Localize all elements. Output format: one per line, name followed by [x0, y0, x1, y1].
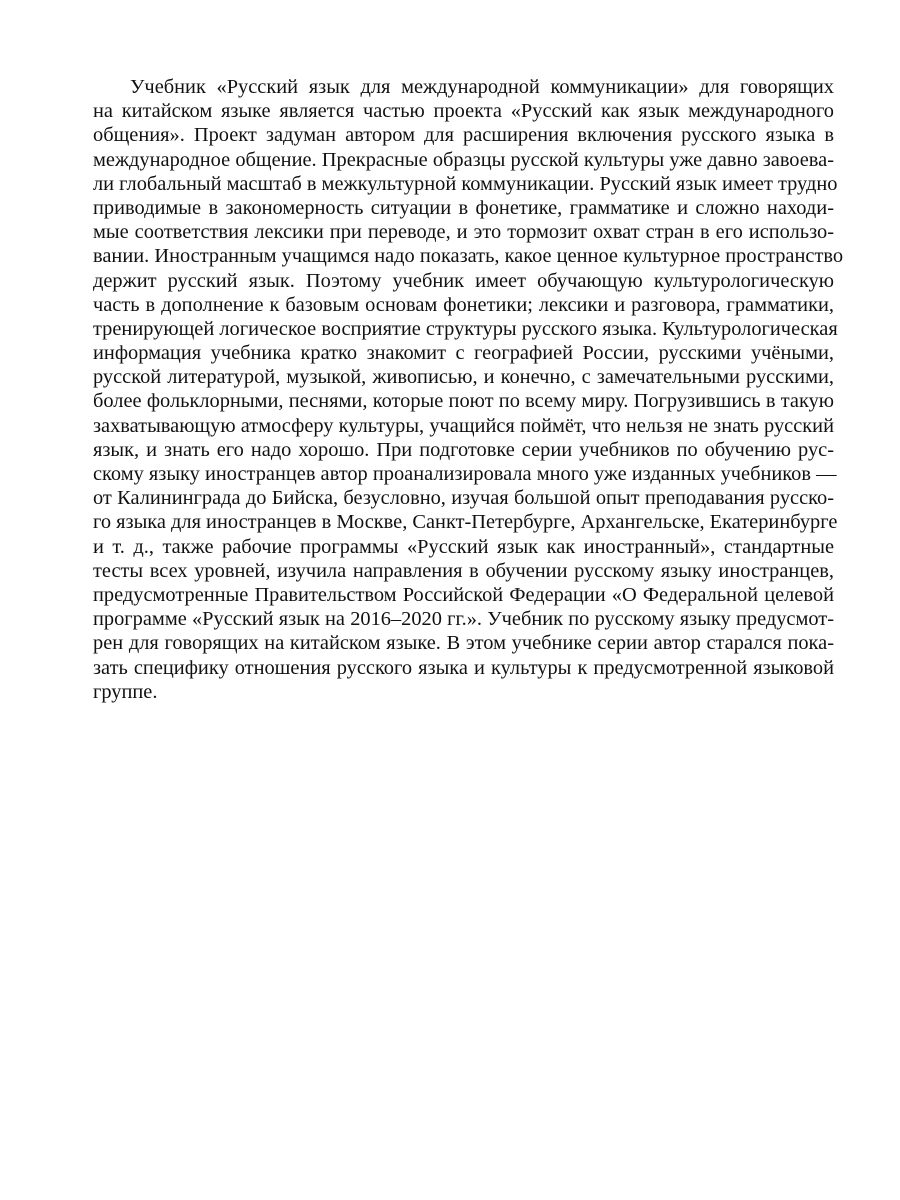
paragraph-line: зать специфику отношения русского языка и культуры к предусмотренной языковой	[93, 656, 834, 679]
paragraph-line: программе «Русский язык на 2016–2020 гг.». Учебник по русскому языку предусмот-	[93, 608, 834, 631]
paragraph-line: группе.	[93, 680, 158, 703]
paragraph-line: тренирующей логическое восприятие структуры русского языка. Культурологическая	[93, 317, 838, 340]
paragraph-line: русской литературой, музыкой, живописью, и конечно, с замечательными русскими,	[93, 366, 834, 389]
paragraph-line: на китайском языке является частью проекта «Русский как язык международного	[93, 100, 834, 123]
paragraph-line: Учебник «Русский язык для международной коммуникации» для говорящих	[130, 76, 834, 98]
paragraph-line: ли глобальный масштаб в межкультурной коммуникации. Русский язык имеет трудно	[93, 172, 838, 195]
paragraph-line: рен для говорящих на китайском языке. В этом учебнике серии автор старался пока-	[93, 632, 834, 655]
paragraph-line: тесты всех уровней, изучила направления в обучении русскому языку иностранцев,	[93, 559, 834, 582]
paragraph-line: международное общение. Прекрасные образцы русской культуры уже давно завоева-	[93, 148, 834, 171]
paragraph-line: язык, и знать его надо хорошо. При подготовке серии учебников по обучению рус-	[93, 438, 834, 461]
paragraph-line: часть в дополнение к базовым основам фонетики; лексики и разговора, грамматики,	[93, 293, 834, 316]
paragraph-line: захватывающую атмосферу культуры, учащийся поймёт, что нельзя не знать русский	[93, 414, 834, 437]
paragraph-line: скому языку иностранцев автор проанализировала много уже изданных учебников —	[93, 463, 837, 485]
paragraph-line: мые соответствия лексики при переводе, и это тормозит охват стран в его использо-	[93, 221, 834, 244]
paragraph-line: общения». Проект задуман автором для расширения включения русского языка в	[93, 124, 834, 147]
paragraph-line: и т. д., также рабочие программы «Русский язык как иностранный», стандартные	[93, 535, 834, 558]
paragraph-line: го языка для иностранцев в Москве, Санкт-Петербурге, Архангельске, Екатеринбурге	[93, 511, 838, 534]
body-paragraph	[93, 75, 844, 704]
paragraph-line: информация учебника кратко знакомит с географией России, русскими учёными,	[93, 342, 834, 365]
paragraph-line: вании. Иностранным учащимся надо показать, какое ценное культурное пространство	[93, 245, 844, 268]
paragraph-line: держит русский язык. Поэтому учебник имеет обучающую культурологическую	[93, 269, 834, 292]
paragraph-line: предусмотренные Правительством Российской Федерации «О Федеральной целевой	[93, 583, 834, 606]
paragraph-line: приводимые в закономерность ситуации в фонетике, грамматике и сложно находи-	[93, 196, 834, 219]
paragraph-line: от Калининграда до Бийска, безусловно, изучая большой опыт преподавания русско-	[93, 487, 834, 510]
paragraph-line: более фольклорными, песнями, которые поют по всему миру. Погрузившись в такую	[93, 390, 834, 413]
